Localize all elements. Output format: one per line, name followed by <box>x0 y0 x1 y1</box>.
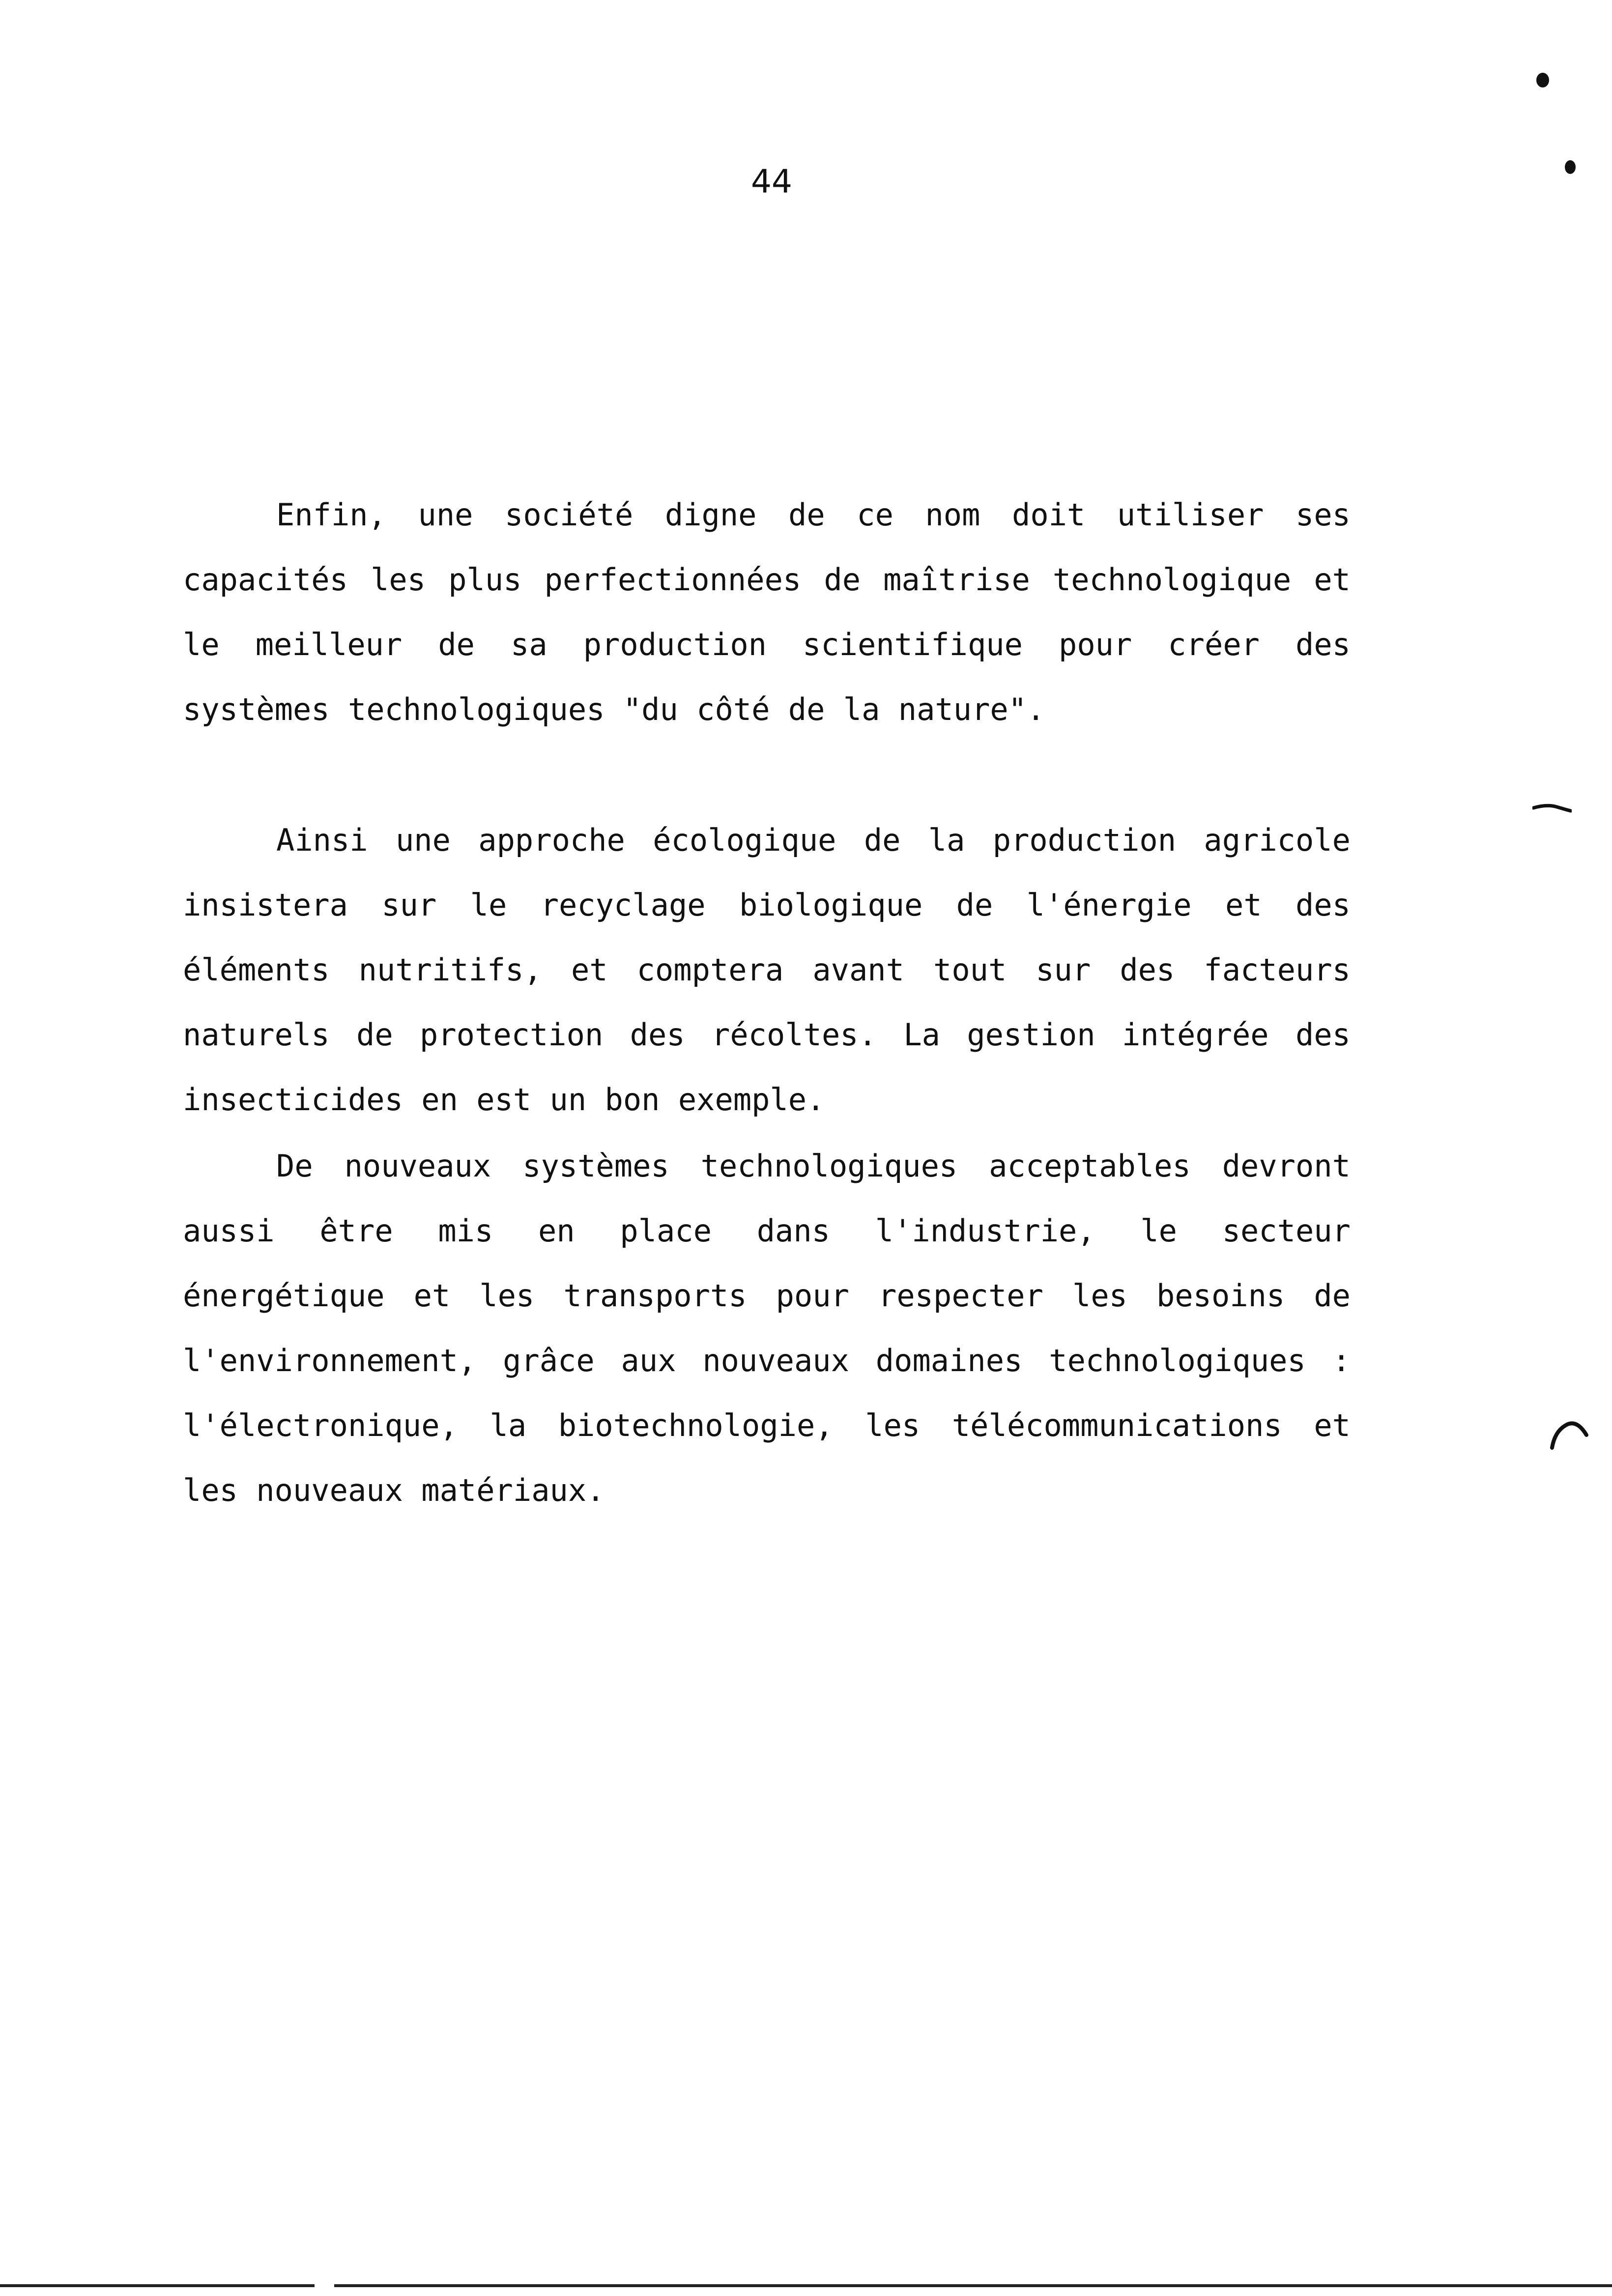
page-number: 44 <box>751 163 792 201</box>
scan-artifact-hook <box>1548 1415 1589 1450</box>
scan-artifact-stroke <box>1532 803 1572 813</box>
bottom-scan-edge-gap <box>315 2283 334 2288</box>
bottom-scan-edge <box>0 2284 1612 2287</box>
paragraph-3: De nouveaux systèmes technologiques acceptables devront aussi être mis en place dans l'industrie, le secteur énergétique et les transports pour respecter les besoins de l'environnement, grâce aux nouveaux domaines technologiques : l'électronique, la biotechnologie, les télécommunications et les nouveaux matériaux. <box>183 1148 1351 1508</box>
paragraph-1: Enfin, une société digne de ce nom doit utiliser ses capacités les plus perfectionnées de maîtrise technologique et le meilleur de sa production scientifique pour créer des systèmes technologiques "du côté de la nature". <box>183 497 1351 727</box>
scan-artifact-dot <box>1536 73 1549 87</box>
scan-artifact-dot <box>1565 160 1576 174</box>
paragraph-2: Ainsi une approche écologique de la production agricole insistera sur le recyclage biologique de l'énergie et des éléments nutritifs, et comptera avant tout sur des facteurs naturels de protection des récoltes. La gestion intégrée des insecticides en est un bon exemple. <box>183 822 1351 1118</box>
